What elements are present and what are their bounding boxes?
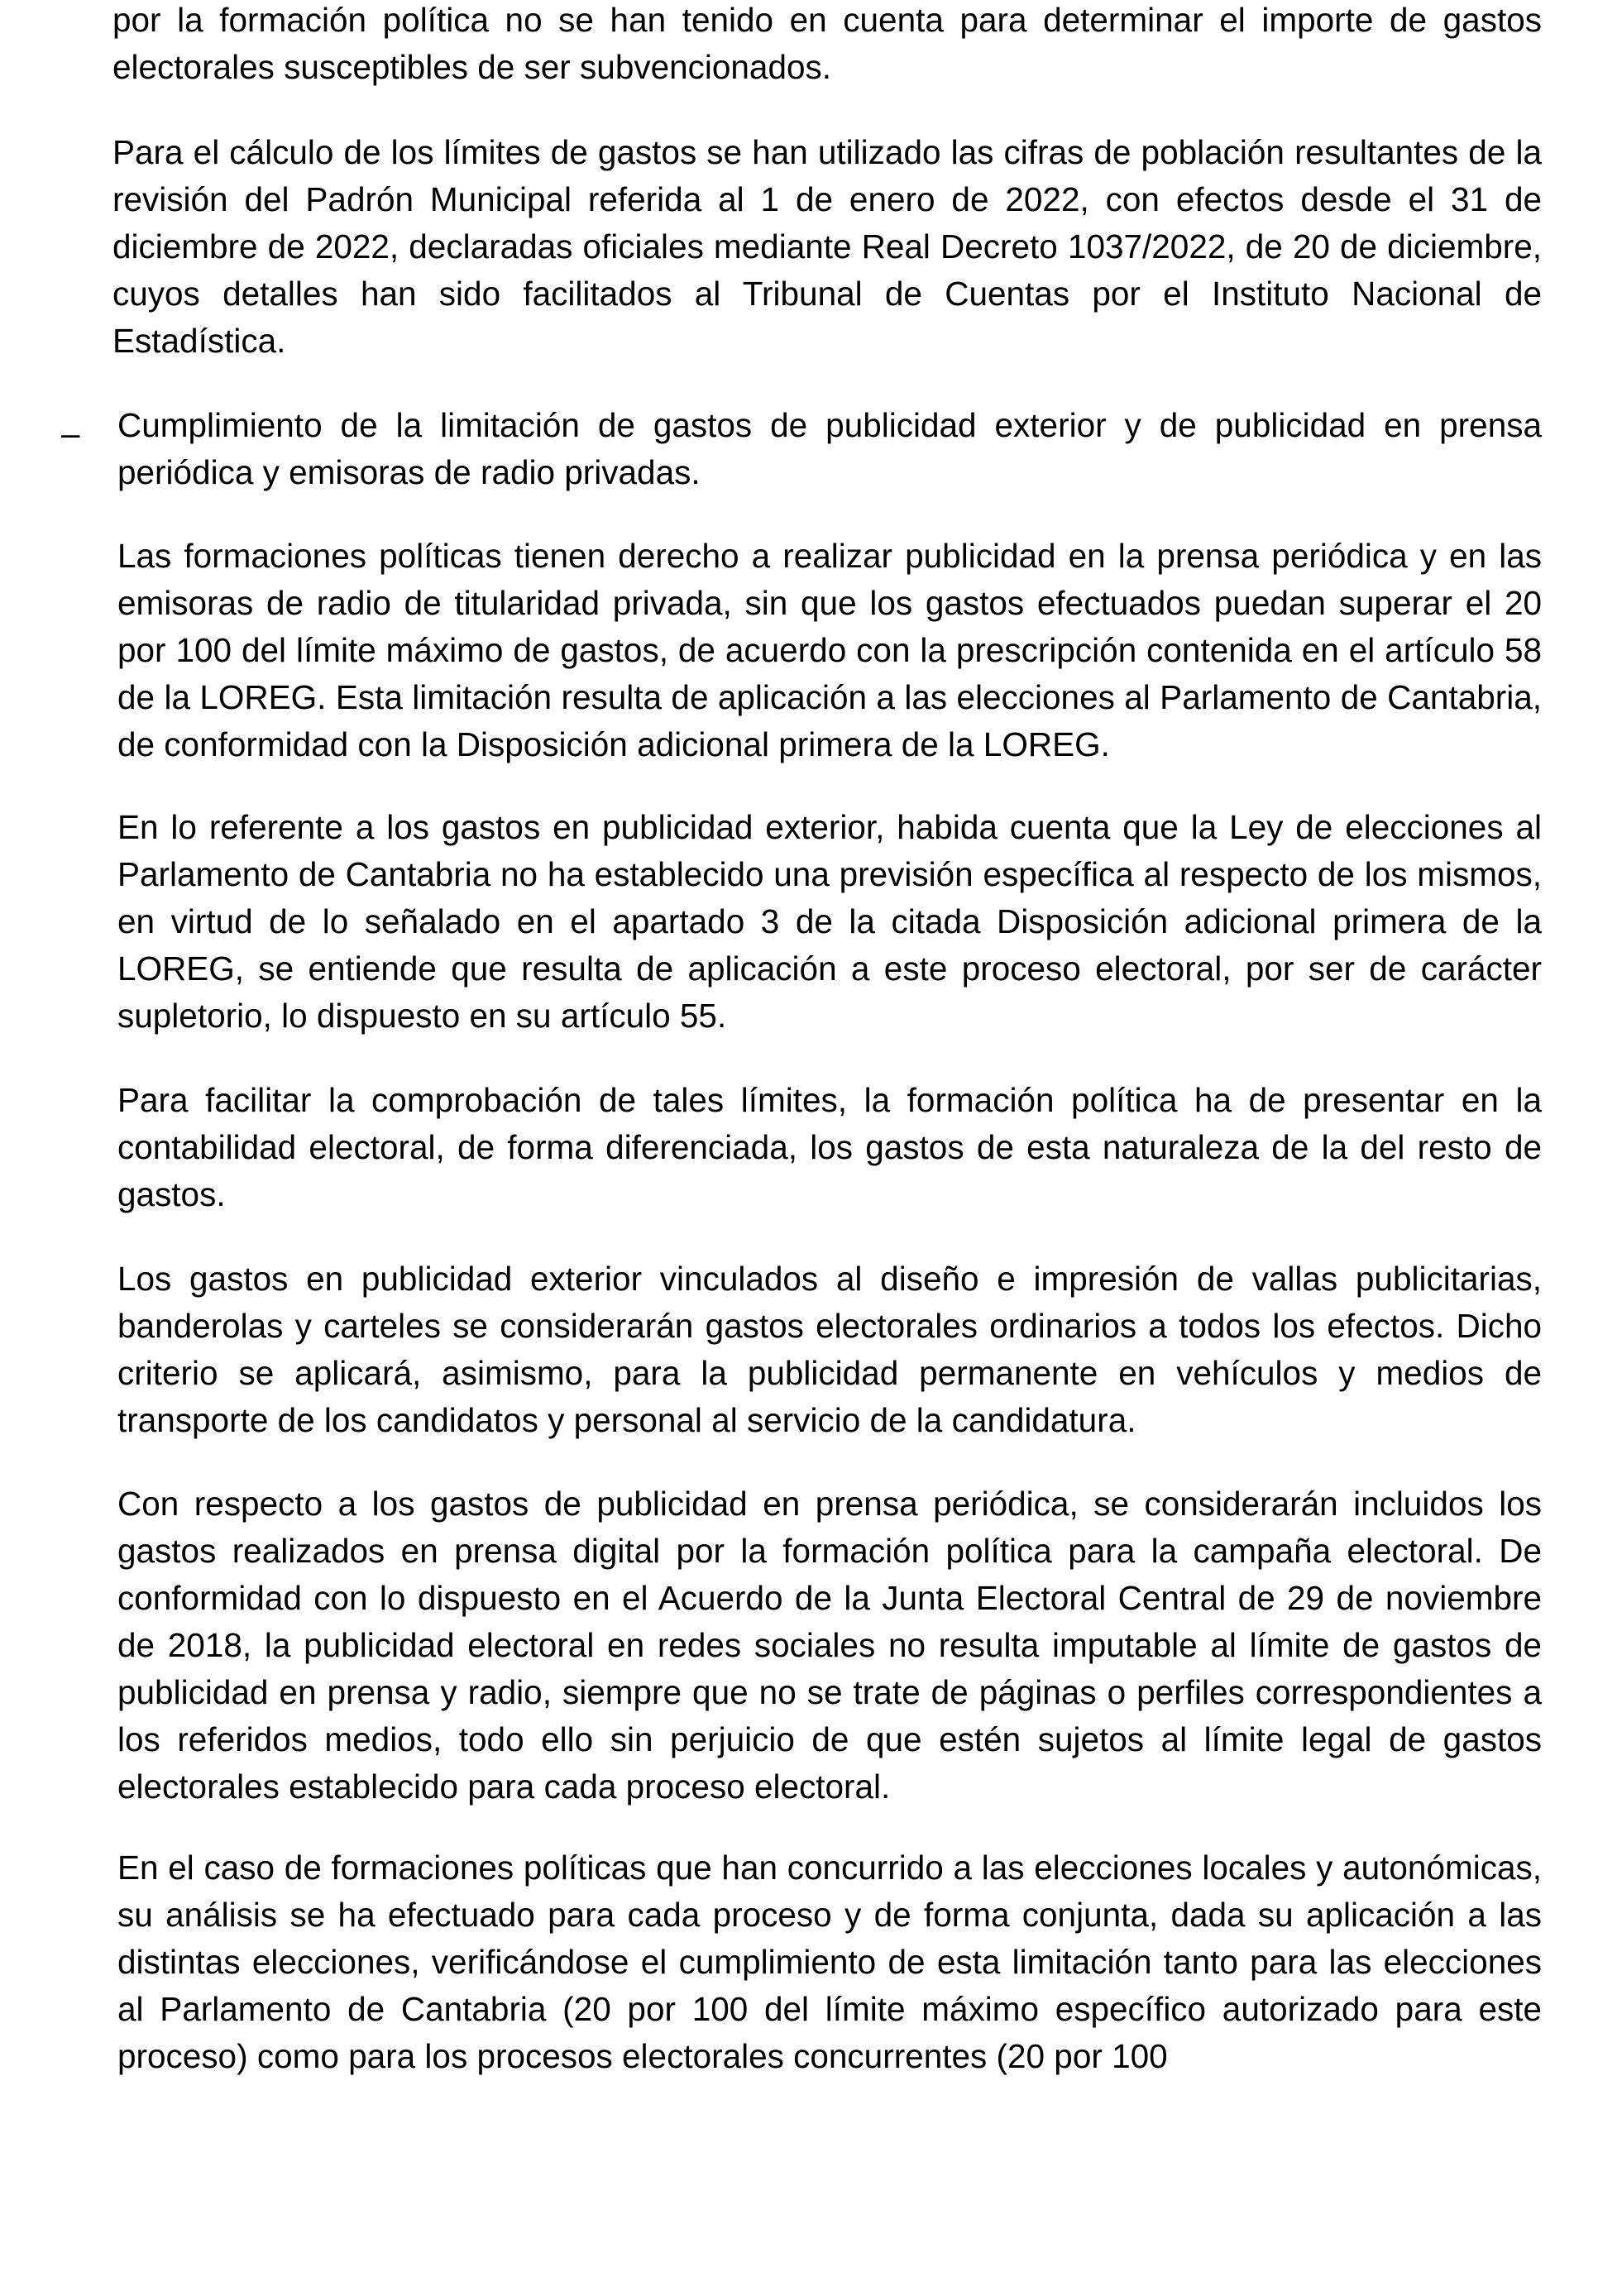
paragraph-press-radio-limit: Las formaciones políticas tienen derecho a realizar publicidad en la prensa periódica y en las emisoras de radio de titularidad privada, sin que los gastos efectuados puedan superar el 20 por 100 del límite máximo de gastos, de acuerdo con la prescripción contenida en el artículo 58 de la LOREG. Esta limitación resulta de aplicación a las elecciones al Parlamento de Cantabria, de conformidad con la Disposición adicional primera de la LOREG. [117,537,1542,763]
paragraph-digital-press: Con respecto a los gastos de publicidad en prensa periódica, se considerarán incluidos los gastos realizados en prensa digital por la formación política para la campaña electoral. De conformidad con lo dispuesto en el Acuerdo de la Junta Electoral Central de 29 de noviembre de 2018, la publicidad electoral en redes sociales no resulta imputable al límite de gastos de publicidad en prensa y radio, siempre que no se trate de páginas o perfiles correspondientes a los referidos medios, todo ello sin perjuicio de que estén sujetos al límite legal de gastos electorales establecido para cada proceso electoral. [117,1485,1542,1806]
paragraph-ordinary-expenses: Los gastos en publicidad exterior vinculados al diseño e impresión de vallas publicitarias, banderolas y carteles se considerarán gastos electorales ordinarios a todos los efectos. Dicho criterio se aplicará, asimismo, para la publicidad permanente en vehículos y medios de transporte de los candidatos y personal al servicio de la candidatura. [117,1260,1542,1439]
paragraph-subsidizable-expenses: por la formación política no se han tenido en cuenta para determinar el importe de gastos electorales susceptibles de ser subvencionados. [112,1,1542,86]
paragraph-population-figures: Para el cálculo de los límites de gastos se han utilizado las cifras de población resultantes de la revisión del Padrón Municipal referida al 1 de enero de 2022, con efectos desde el 31 de diciembre de 2022, declaradas oficiales mediante Real Decreto 1037/2022, de 20 de diciembre, cuyos detalles han sido facilitados al Tribunal de Cuentas por el Instituto Nacional de Estadística. [112,133,1542,360]
paragraph-verification-of-limits: Para facilitar la comprobación de tales límites, la formación política ha de presentar en la contabilidad electoral, de forma diferenciada, los gastos de esta naturaleza de la del resto de gastos. [117,1081,1542,1213]
paragraph-concurrent-elections: En el caso de formaciones políticas que han concurrido a las elecciones locales y autonómicas, su análisis se ha efectuado para cada proceso y de forma conjunta, dada su aplicación a las distintas elecciones, verificándose el cumplimiento de esta limitación tanto para las elecciones al Parlamento de Cantabria (20 por 100 del límite máximo específico autorizado para este proceso) como para los procesos electorales concurrentes (20 por 100 [117,1849,1542,2075]
bullet-dash: – [61,414,80,452]
paragraph-outdoor-advertising: En lo referente a los gastos en publicidad exterior, habida cuenta que la Ley de elecciones al Parlamento de Cantabria no ha establecido una previsión específica al respecto de los mismos, en virtud de lo señalado en el apartado 3 de la citada Disposición adicional primera de la LOREG, se entiende que resulta de aplicación a este proceso electoral, por ser de carácter supletorio, lo dispuesto en su artículo 55. [117,808,1542,1035]
bullet-item-advertising-limits: Cumplimiento de la limitación de gastos de publicidad exterior y de publicidad en prensa periódica y emisoras de radio privadas. [117,406,1542,491]
